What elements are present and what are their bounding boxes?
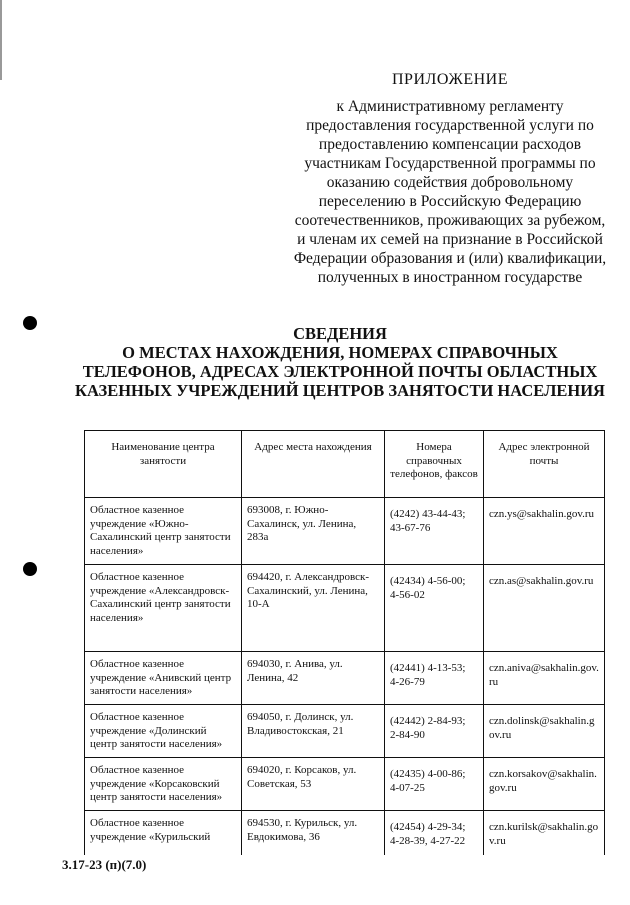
center-address: 694530, г. Курильск, ул. Евдокимова, 36 — [242, 811, 385, 856]
center-name: Областное казенное учреждение «Анивский центр занятости населения» — [85, 652, 242, 705]
title-line-1: СВЕДЕНИЯ — [293, 324, 387, 343]
center-phones: (42434) 4-56-00; 4-56-02 — [385, 565, 484, 652]
title-line-4: КАЗЕННЫХ УЧРЕЖДЕНИЙ ЦЕНТРОВ ЗАНЯТОСТИ НАСЕЛЕНИЯ — [75, 381, 605, 400]
header-phones: Номера справочных телефонов, факсов — [385, 431, 484, 498]
table-row — [85, 652, 605, 705]
center-address: 694020, г. Корсаков, ул. Советская, 53 — [242, 758, 385, 811]
document-code: 3.17-23 (п)(7.0) — [62, 857, 147, 872]
table-row — [85, 758, 605, 811]
header-email: Адрес электронной почты — [484, 431, 605, 498]
center-email: czn.korsakov@sakhalin.gov.ru — [484, 758, 605, 811]
center-address: 693008, г. Южно-Сахалинск, ул. Ленина, 283а — [242, 498, 385, 565]
center-email: czn.as@sakhalin.gov.ru — [484, 565, 605, 652]
center-address: 694420, г. Александровск-Сахалинский, ул. Ленина, 10-А — [242, 565, 385, 652]
punch-hole-bottom — [23, 562, 37, 576]
title-line-3: ТЕЛЕФОНОВ, АДРЕСАХ ЭЛЕКТРОННОЙ ПОЧТЫ ОБЛАСТНЫХ — [82, 362, 598, 381]
header-center-name: Наименование центра занятости — [85, 431, 242, 498]
employment-centers-table — [84, 430, 605, 855]
center-phones: (42441) 4-13-53; 4-26-79 — [385, 652, 484, 705]
appendix-text: к Административному регламенту предоставления государственной услуги по предоставлению компенсации расходов участникам Государственной программы по оказанию содействия добровольному переселению в Российскую Федерацию соотечественников, проживающих за рубежом, и членам их семей на признание в Российской Федерации образования и (или) квалификации, полученных в иностранном государстве — [293, 98, 607, 286]
appendix-heading: ПРИЛОЖЕНИЕ — [391, 71, 508, 88]
table-row — [85, 565, 605, 652]
table-row — [85, 705, 605, 758]
scan-edge-mark — [0, 0, 2, 80]
punch-hole-top — [23, 316, 37, 330]
document-title — [70, 324, 610, 400]
center-email: czn.dolinsk@sakhalin.gov.ru — [484, 705, 605, 758]
center-email: czn.kurilsk@sakhalin.gov.ru — [484, 811, 605, 856]
table-row — [85, 498, 605, 565]
table-header-row — [85, 431, 605, 498]
center-address: 694050, г. Долинск, ул. Владивостокская, 21 — [242, 705, 385, 758]
center-phones: (4242) 43-44-43; 43-67-76 — [385, 498, 484, 565]
center-phones: (42454) 4-29-34; 4-28-39, 4-27-22 — [385, 811, 484, 856]
header-address: Адрес места нахождения — [242, 431, 385, 498]
center-phones: (42435) 4-00-86; 4-07-25 — [385, 758, 484, 811]
center-name: Областное казенное учреждение «Долинский центр занятости населения» — [85, 705, 242, 758]
center-email: czn.ys@sakhalin.gov.ru — [484, 498, 605, 565]
title-line-2: О МЕСТАХ НАХОЖДЕНИЯ, НОМЕРАХ СПРАВОЧНЫХ — [122, 343, 558, 362]
table-row — [85, 811, 605, 856]
center-phones: (42442) 2-84-93; 2-84-90 — [385, 705, 484, 758]
appendix-block — [290, 70, 610, 287]
center-name: Областное казенное учреждение «Курильский — [85, 811, 242, 856]
center-name: Областное казенное учреждение «Корсаковский центр занятости населения» — [85, 758, 242, 811]
center-name: Областное казенное учреждение «Александровск-Сахалинский центр занятости населения» — [85, 565, 242, 652]
center-email: czn.aniva@sakhalin.gov.ru — [484, 652, 605, 705]
center-address: 694030, г. Анива, ул. Ленина, 42 — [242, 652, 385, 705]
center-name: Областное казенное учреждение «Южно-Сахалинский центр занятости населения» — [85, 498, 242, 565]
